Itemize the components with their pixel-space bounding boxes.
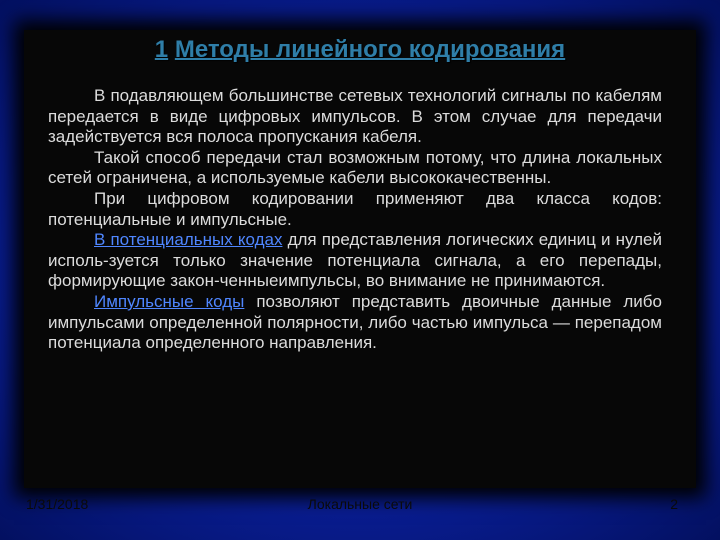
paragraph-1-text: В подавляющем большинстве сетевых технологий сигналы по кабелям передается в виде цифровых импульсов. В этом случае для передачи задействуется вся полоса пропускания кабеля. [48, 86, 662, 147]
paragraph-5-text: позволяют представить двоичные данные либо импульсами определенной полярности, либо частью импульса — перепадом потенциала определенного направления. [48, 291, 662, 353]
title-text: Методы линейного кодирования [174, 36, 566, 63]
footer-date: 1/31/2018 [26, 496, 89, 512]
slide-body [48, 86, 662, 354]
impulse-codes-link[interactable]: Импульсные коды [94, 291, 245, 311]
paragraph-2 [48, 148, 662, 189]
paragraph-2-text: Такой способ передачи стал возможным потому, что длина локальных сетей ограничена, а используемые кабели высококачественны. [48, 147, 662, 188]
paragraph-5 [48, 292, 662, 354]
paragraph-1 [48, 86, 662, 148]
slide-title [0, 36, 720, 64]
paragraph-3 [48, 189, 662, 230]
title-number: 1 [154, 36, 169, 63]
footer-center-text: Локальные сети [307, 496, 413, 512]
paragraph-3-text: При цифровом кодировании применяют два класса кодов: потенциальные и импульсные. [48, 188, 662, 229]
paragraph-4 [48, 230, 662, 292]
paragraph-4-text: для представления логических единиц и нулей исполь-зуется только значение потенциала сигнала, а его перепады, формирующие закон-ченныеимпульсы, во внимание не принимаются. [48, 230, 662, 291]
potential-codes-link[interactable]: В потенциальных кодах [94, 230, 283, 250]
footer-page-number: 2 [670, 496, 678, 512]
